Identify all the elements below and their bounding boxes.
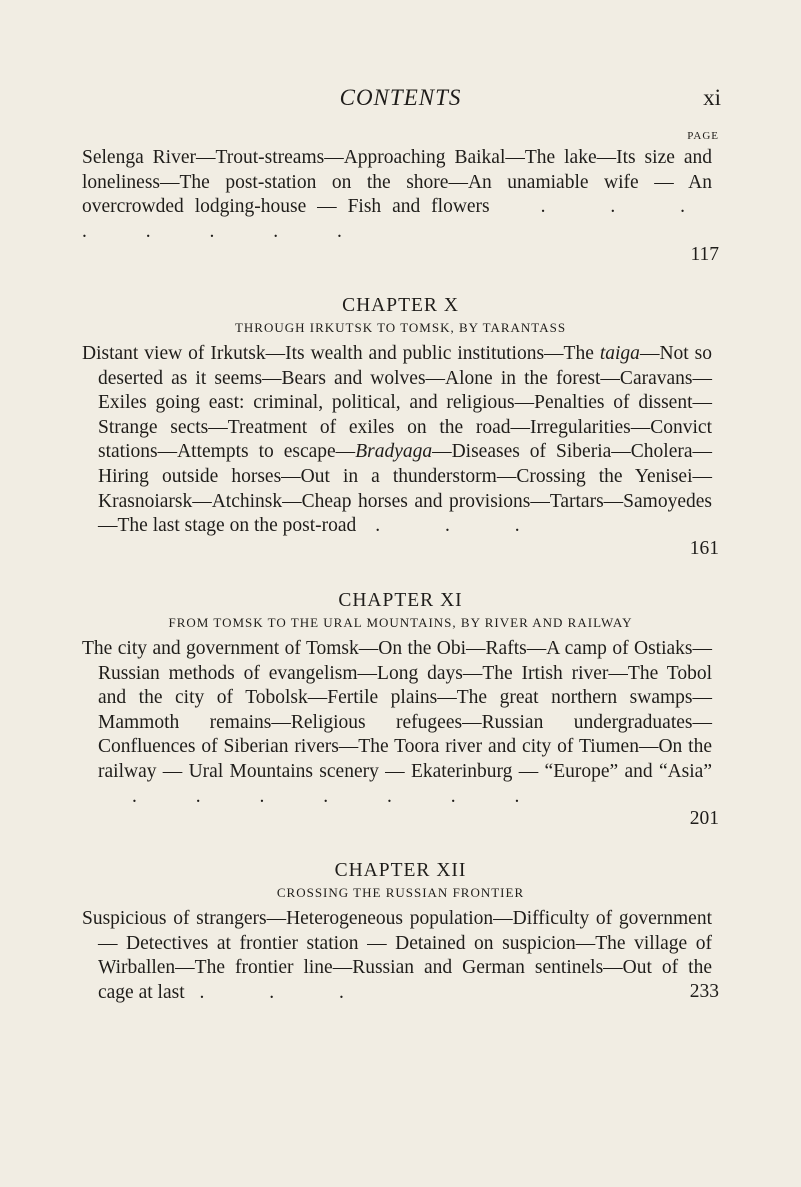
chapter-subtitle: CROSSING THE RUSSIAN FRONTIER [276,885,525,900]
chapter-summary [82,637,712,809]
chapter-subtitle: FROM TOMSK TO THE URAL MOUNTAINS, BY RIVER AND RAILWAY [168,615,633,630]
summary-text: Distant view of Irkutsk—Its wealth and public institutions—The [82,343,600,364]
summary-italic-term: taiga [599,343,640,364]
entry-page-number: 233 [689,981,719,1002]
page-column-label: PAGE [687,130,719,142]
chapter-subtitle: THROUGH IRKUTSK TO TOMSK, BY TARANTASS [234,320,567,335]
leader-dots: . . . [199,981,374,1003]
summary-text: —Diseases of Siberia—Cholera—Hiring outside horses—Out in a thunderstorm—Crossing the Yenisei—Krasnoiarsk—Atchinsk—Cheap horses and provisions—Tartars—Samoyedes—The last stage on the post-road [98,441,712,537]
chapter-heading: CHAPTER XII [334,860,467,881]
entry-text: Selenga River—Trout-streams—Approaching Baikal—The lake—Its size and loneliness—The post-station on the shore—An unamiable wife — An overcrowded lodging-house — Fish and flowers [82,147,712,218]
entry-page-number: 117 [690,244,719,265]
summary-italic-term: Bradyaga [355,441,433,463]
entry-page-number: 161 [689,538,719,559]
summary-text: Suspicious of strangers—Heterogeneous population—Difficulty of government — Detectives at frontier station — Detained on suspicion—The village of Wirballen—The frontier line—Russian and German sentinels—Out of the cage at last [82,908,712,1003]
leader-dots: . . . . . . . . [82,196,713,242]
chapter-summary [82,342,712,539]
summary-text: The city and government of Tomsk—On the Obi—Rafts—A camp of Ostiaks—Russian methods of evangelism—Long days—The Irtish river—The Tobol and the city of Tobolsk—Fertile plains—The great northern swamps—Mammoth remains—Religious refugees—Russian undergraduates—Confluences of Siberian rivers—The Toora river and city of Tiumen—On the railway — Ural Mountains scenery — Ekaterinburg — “Europe” and “Asia” [82,638,712,782]
folio-page-number: xi [703,85,721,110]
leader-dots: . . . [375,515,550,537]
chapter-heading: CHAPTER XI [338,590,463,611]
entry-page-number: 201 [689,808,719,829]
chapter-heading: CHAPTER X [342,295,459,316]
contents-entry-ch9-end [82,146,712,244]
summary-text: —Not so deserted as it seems—Bears and wolves—Alone in the forest—Caravans—Exiles going east: criminal, political, and religious—Penalties of dissent—Strange sects—Treatment of exiles on the road—Irregularities—Convict stations—Attempts to escape— [98,343,712,463]
leader-dots: . . . . . . . [132,785,547,807]
chapter-summary [82,907,712,1005]
running-head: CONTENTS [339,85,462,110]
